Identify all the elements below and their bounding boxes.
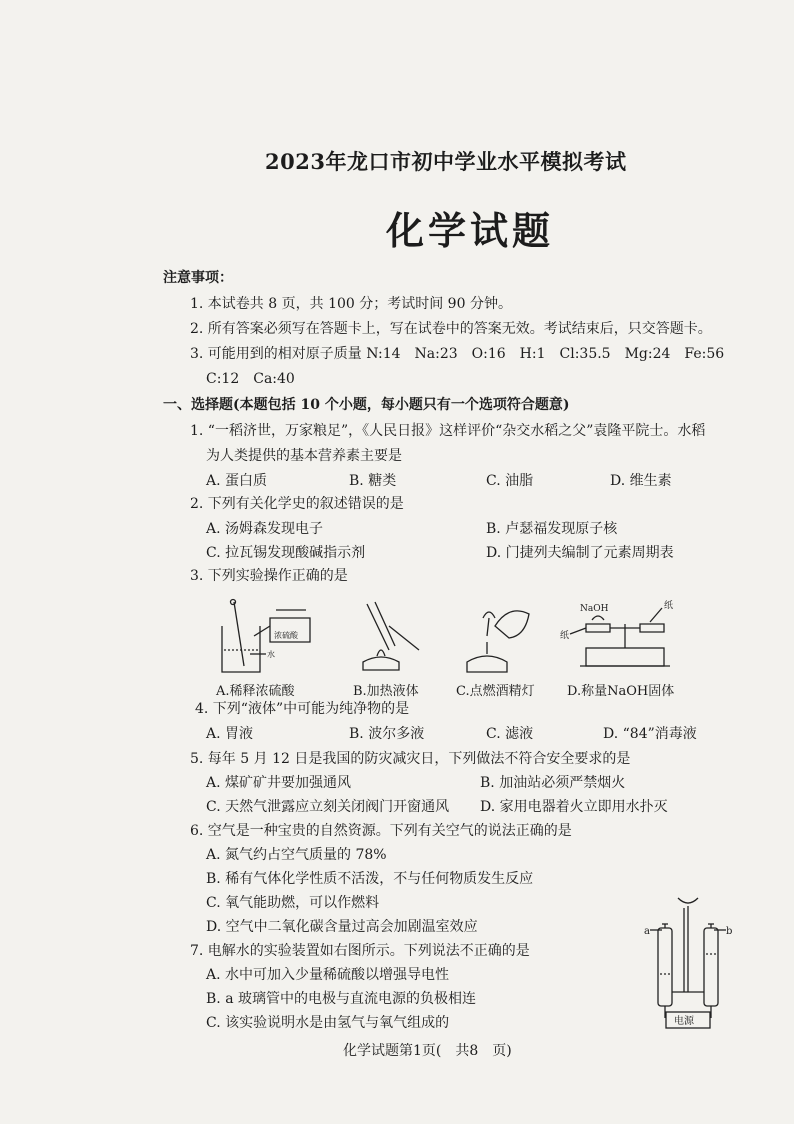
q6-option-c: C. 氧气能助燃，可以作燃料	[206, 895, 380, 911]
q5-option-c: C. 天然气泄露应立刻关闭阀门开窗通风	[206, 799, 450, 815]
exam-title: 2023年龙口市初中学业水平模拟考试	[265, 149, 627, 174]
q2-stem: 2. 下列有关化学史的叙述错误的是	[190, 496, 404, 512]
q4-option-c: C. 滤液	[486, 726, 534, 742]
fig-d-label-paper-right: 纸	[664, 601, 674, 611]
q1-option-c: C. 油脂	[486, 473, 534, 489]
fig-a-label-water: 水	[267, 650, 275, 659]
figure-heat-liquid	[345, 596, 435, 678]
q3-option-a: A.稀释浓硫酸	[216, 684, 295, 699]
notice-item-3: 3. 可能用到的相对原子质量 N:14 Na:23 O:16 H:1 Cl:35.5 Mg:24 Fe:56	[190, 346, 725, 362]
q4-option-a: A. 胃液	[206, 726, 254, 742]
q4-option-b: B. 波尔多液	[349, 726, 425, 742]
notice-item-3-cont: C:12 Ca:40	[206, 371, 295, 387]
figure-electrolysis	[640, 894, 736, 1032]
q6-stem: 6. 空气是一种宝贵的自然资源。下列有关空气的说法正确的是	[190, 823, 572, 839]
q1-stem-line1: 1. “一稻济世，万家粮足”，《人民日报》这样评价“杂交水稻之父”袁隆平院士。水稻	[190, 423, 706, 439]
q2-option-b: B. 卢瑟福发现原子核	[486, 521, 618, 537]
q4-stem: 4. 下列“液体”中可能为纯净物的是	[195, 701, 410, 717]
figure-light-lamp	[455, 596, 545, 678]
q1-option-b: B. 糖类	[349, 473, 397, 489]
q5-option-a: A. 煤矿矿井要加强通风	[206, 775, 352, 791]
figure-weigh-naoh	[556, 598, 680, 678]
q1-option-a: A. 蛋白质	[206, 473, 268, 489]
notice-item-1: 1. 本试卷共 8 页，共 100 分；考试时间 90 分钟。	[190, 296, 512, 312]
page-footer: 化学试题第1页( 共8 页)	[343, 1043, 512, 1059]
q2-option-d: D. 门捷列夫编制了元素周期表	[486, 545, 674, 561]
fig-d-label-naoh: NaOH	[580, 604, 609, 614]
q7-stem: 7. 电解水的实验装置如右图所示。下列说法不正确的是	[190, 943, 530, 959]
q7-option-a: A. 水中可加入少量稀硫酸以增强导电性	[206, 967, 450, 983]
notice-item-2: 2. 所有答案必须写在答题卡上，写在试卷中的答案无效。考试结束后，只交答题卡。	[190, 321, 712, 337]
q7-option-c: C. 该实验说明水是由氢气与氧气组成的	[206, 1015, 450, 1031]
q1-option-d: D. 维生素	[610, 473, 672, 489]
q2-option-c: C. 拉瓦锡发现酸碱指示剂	[206, 545, 366, 561]
q3-option-b: B.加热液体	[353, 684, 419, 699]
q4-option-d: D. “84”消毒液	[603, 726, 697, 742]
q2-option-a: A. 汤姆森发现电子	[206, 521, 324, 537]
q5-option-d: D. 家用电器着火立即用水扑灭	[480, 799, 668, 815]
q3-option-d: D.称量NaOH固体	[567, 684, 675, 699]
section-heading: 一、选择题(本题包括 10 个小题，每小题只有一个选项符合题意)	[163, 397, 570, 413]
q6-option-a: A. 氮气约占空气质量的 78%	[206, 847, 387, 863]
fig-electrolysis-label-b: b	[726, 926, 733, 937]
q5-stem: 5. 每年 5 月 12 日是我国的防灾减灾日，下列做法不符合安全要求的是	[190, 751, 631, 767]
q3-option-c: C.点燃酒精灯	[456, 684, 535, 699]
q6-option-b: B. 稀有气体化学性质不活泼，不与任何物质发生反应	[206, 871, 534, 887]
q5-option-b: B. 加油站必须严禁烟火	[480, 775, 626, 791]
fig-electrolysis-label-power: 电源	[674, 1016, 694, 1027]
subject-title: 化学试题	[386, 209, 555, 253]
q3-stem: 3. 下列实验操作正确的是	[190, 568, 348, 584]
fig-a-label-acid: 浓硫酸	[274, 631, 298, 640]
fig-electrolysis-label-a: a	[644, 926, 650, 937]
figure-dilute-acid	[210, 596, 320, 678]
q7-option-b: B. a 玻璃管中的电极与直流电源的负极相连	[206, 991, 476, 1007]
notice-heading: 注意事项：	[163, 270, 233, 286]
fig-d-label-paper-left: 纸	[560, 631, 570, 641]
q1-stem-line2: 为人类提供的基本营养素主要是	[206, 448, 402, 464]
q6-option-d: D. 空气中二氧化碳含量过高会加剧温室效应	[206, 919, 478, 935]
